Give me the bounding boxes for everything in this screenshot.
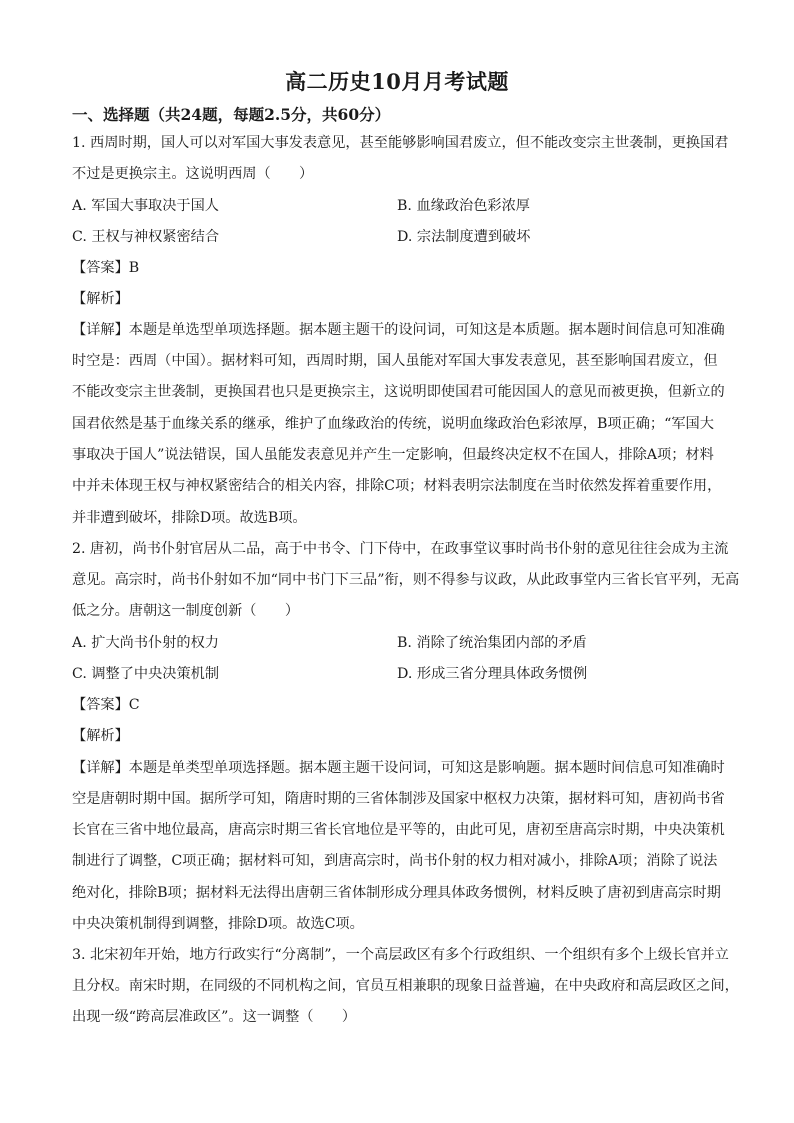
q2-option-a: A. 扩大尚书仆射的权力: [72, 635, 219, 651]
q1-detail-line-6: 中并未体现王权与神权紧密结合的相关内容，排除C项；材料表明宗法制度在当时依然发挥着重要作用，: [72, 478, 722, 494]
q1-stem-line-2: 不过是更换宗主。这说明西周（ ）: [72, 166, 314, 182]
q1-option-b: B. 血缘政治色彩浓厚: [397, 198, 530, 214]
q1-stem-line-1: 1. 西周时期，国人可以对军国大事发表意见，甚至能够影响国君废立，但不能改变宗主世袭制，更换国君: [72, 135, 729, 151]
q2-stem-line-3: 低之分。唐朝这一制度创新（ ）: [72, 603, 300, 619]
q1-answer: 【答案】B: [72, 260, 140, 276]
q2-stem-line-2: 意见。高宗时，尚书仆射如不加“同中书门下三品”衔，则不得参与议政，从此政事堂内三省长官平列，无高: [72, 572, 740, 588]
q2-detail-line-2: 空是唐朝时期中国。据所学可知，隋唐时期的三省体制涉及国家中枢权力决策，据材料可知，唐初尚书省: [72, 791, 725, 807]
q2-stem-line-1: 2. 唐初，尚书仆射官居从二品，高于中书令、门下侍中，在政事堂议事时尚书仆射的意见往往会成为主流: [72, 541, 729, 557]
q1-detail-line-5: 事取决于国人”说法错误，国人虽能发表意见并产生一定影响，但最终决定权不在国人，排除A项；材料: [72, 447, 714, 463]
q1-option-c: C. 王权与神权紧密结合: [72, 229, 220, 245]
q1-analysis-label: 【解析】: [72, 291, 129, 307]
q1-detail-line-1: 【详解】本题是单选型单项选择题。据本题主题干的设问词，可知这是本质题。据本题时间信息可知准确: [72, 322, 725, 338]
q3-stem-line-2: 且分权。南宋时期，在同级的不同机构之间，官员互相兼职的现象日益普遍，在中央政府和高层政区之间，: [72, 978, 739, 994]
q2-option-d: D. 形成三省分理具体政务惯例: [397, 666, 588, 682]
q2-answer: 【答案】C: [72, 697, 140, 713]
page-title: 高二历史10月月考试题: [285, 69, 509, 94]
q2-detail-line-3: 长官在三省中地位最高，唐高宗时期三省长官地位是平等的，由此可见，唐初至唐高宗时期，中央决策机: [72, 822, 725, 838]
q3-stem-line-1: 3. 北宋初年开始，地方行政实行“分离制”，一个高层政区有多个行政组织、一个组织有多个上级长官并立: [72, 947, 729, 963]
q2-detail-line-6: 中央决策机制得到调整，排除D项。故选C项。: [72, 916, 364, 932]
q1-option-d: D. 宗法制度遭到破坏: [397, 229, 531, 245]
section-heading: 一、选择题（共24题，每题2.5分，共60分）: [72, 105, 391, 124]
q1-detail-line-7: 并非遭到破坏，排除D项。故选B项。: [72, 510, 307, 526]
q1-detail-line-4: 国君依然是基于血缘关系的继承，维护了血缘政治的传统，说明血缘政治色彩浓厚，B项正确；“军国大: [72, 416, 714, 432]
q2-option-c: C. 调整了中央决策机制: [72, 666, 220, 682]
q1-detail-line-3: 不能改变宗主世袭制，更换国君也只是更换宗主，这说明即使国君可能因国人的意见而被更换，但新立的: [72, 384, 725, 400]
q2-detail-line-4: 制进行了调整，C项正确；据材料可知，到唐高宗时，尚书仆射的权力相对减小，排除A项；消除了说法: [72, 853, 718, 869]
q1-option-a: A. 军国大事取决于国人: [72, 198, 219, 214]
q2-detail-line-1: 【详解】本题是单类型单项选择题。据本题主题干设问词，可知这是影响题。据本题时间信息可知准确时: [72, 760, 725, 776]
q1-detail-line-2: 时空是：西周（中国）。据材料可知，西周时期，国人虽能对军国大事发表意见，甚至影响国君废立，但: [72, 353, 718, 369]
q2-detail-line-5: 绝对化，排除B项；据材料无法得出唐朝三省体制形成分理具体政务惯例，材料反映了唐初到唐高宗时期: [72, 885, 721, 901]
q3-stem-line-3: 出现一级“跨高层准政区”。这一调整（ ）: [72, 1009, 357, 1025]
q2-option-b: B. 消除了统治集团内部的矛盾: [397, 635, 587, 651]
q2-analysis-label: 【解析】: [72, 728, 129, 744]
